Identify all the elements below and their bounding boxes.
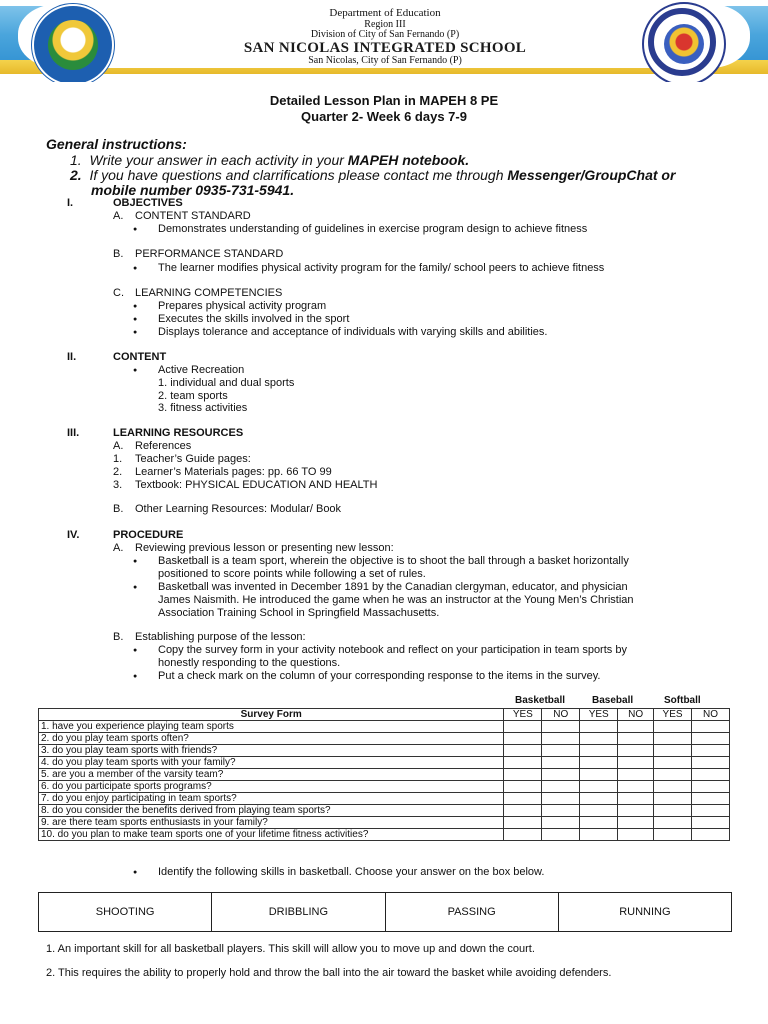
reference-item: Learner’s Materials pages: pp. 66 TO 99 xyxy=(135,466,332,478)
yes-answer-cell[interactable] xyxy=(504,829,542,841)
survey-row xyxy=(39,721,730,733)
school-name: SAN NICOLAS INTEGRATED SCHOOL xyxy=(243,39,527,56)
performance-standard-label: B. xyxy=(113,248,124,260)
no-answer-cell[interactable] xyxy=(618,769,654,781)
yes-answer-cell[interactable] xyxy=(580,817,618,829)
survey-question: 9. are there team sports enthusiasts in your family? xyxy=(39,817,504,829)
no-answer-cell[interactable] xyxy=(542,745,580,757)
general-instructions-heading: General instructions: xyxy=(46,136,187,152)
yes-answer-cell[interactable] xyxy=(504,733,542,745)
yes-answer-cell[interactable] xyxy=(654,829,692,841)
instruction-2-phone: mobile number 0935-731-5941. xyxy=(91,182,295,198)
content-item: 2. team sports xyxy=(158,390,228,402)
no-answer-cell[interactable] xyxy=(692,757,730,769)
yes-answer-cell[interactable] xyxy=(580,733,618,745)
no-answer-cell[interactable] xyxy=(542,757,580,769)
references-label: A. xyxy=(113,440,124,452)
identify-instruction-bullet: ● Identify the following skills in basketball. Choose your answer on the box below. xyxy=(158,866,544,879)
no-header: NO xyxy=(542,709,580,721)
yes-answer-cell[interactable] xyxy=(580,721,618,733)
basketball-definition-bullet: ● Basketball is a team sport, wherein the objective is to shoot the ball through a basket horizontally xyxy=(158,555,629,568)
no-answer-cell[interactable] xyxy=(618,781,654,793)
no-answer-cell[interactable] xyxy=(692,829,730,841)
survey-instruction-cont: honestly responding to the questions. xyxy=(158,657,341,669)
yes-answer-cell[interactable] xyxy=(504,793,542,805)
survey-instruction-bullet: ● Copy the survey form in your activity notebook and reflect on your participation in team sports by xyxy=(158,644,627,657)
skill-choices-box xyxy=(38,892,732,932)
yes-answer-cell[interactable] xyxy=(504,769,542,781)
yes-answer-cell[interactable] xyxy=(654,781,692,793)
basketball-history-bullet: ● Basketball was invented in December 1891 by the Canadian clergyman, educator, and physician xyxy=(158,581,628,594)
basketball-history-cont: Association Training School in Springfield Massachusetts. xyxy=(158,607,440,619)
reference-item: Textbook: PHYSICAL EDUCATION AND HEALTH xyxy=(135,479,378,491)
yes-answer-cell[interactable] xyxy=(654,757,692,769)
no-answer-cell[interactable] xyxy=(618,721,654,733)
competency-bullet: ● Prepares physical activity program xyxy=(158,300,326,313)
survey-question: 5. are you a member of the varsity team? xyxy=(39,769,504,781)
no-answer-cell[interactable] xyxy=(542,733,580,745)
content-standard-title: CONTENT STANDARD xyxy=(135,210,251,222)
no-answer-cell[interactable] xyxy=(618,745,654,757)
section-4-number: IV. xyxy=(67,529,80,541)
softball-column-header: Softball xyxy=(664,695,701,706)
instruction-1-number: 1. xyxy=(70,152,82,168)
section-1-number: I. xyxy=(67,197,74,209)
yes-answer-cell[interactable] xyxy=(654,733,692,745)
yes-answer-cell[interactable] xyxy=(504,745,542,757)
yes-answer-cell[interactable] xyxy=(654,721,692,733)
no-header: NO xyxy=(618,709,654,721)
school-address: San Nicolas, City of San Fernando (P) xyxy=(308,55,462,67)
learning-competencies-title: LEARNING COMPETENCIES xyxy=(135,287,283,299)
document-title: Detailed Lesson Plan in MAPEH 8 PE xyxy=(269,93,499,108)
division-line: Division of City of San Fernando (P) xyxy=(310,29,460,41)
survey-question: 3. do you play team sports with friends? xyxy=(39,745,504,757)
review-title: Reviewing previous lesson or presenting new lesson: xyxy=(135,542,394,554)
yes-answer-cell[interactable] xyxy=(580,745,618,757)
no-answer-cell[interactable] xyxy=(618,757,654,769)
references-title: References xyxy=(135,440,192,452)
no-answer-cell[interactable] xyxy=(692,769,730,781)
content-standard-bullet: ● Demonstrates understanding of guidelines in exercise program design to achieve fitness xyxy=(158,223,587,236)
learning-resources-heading: LEARNING RESOURCES xyxy=(113,427,244,439)
survey-row xyxy=(39,757,730,769)
no-answer-cell[interactable] xyxy=(542,781,580,793)
instruction-2-emphasis: Messenger/GroupChat or xyxy=(507,167,676,183)
purpose-label: B. xyxy=(113,631,124,643)
choice-passing: PASSING xyxy=(386,893,559,931)
no-answer-cell[interactable] xyxy=(692,805,730,817)
school-seal-logo xyxy=(32,4,114,82)
objectives-heading: OBJECTIVES xyxy=(113,197,183,209)
yes-answer-cell[interactable] xyxy=(654,817,692,829)
survey-question: 10. do you plan to make team sports one of your lifetime fitness activities? xyxy=(39,829,504,841)
yes-answer-cell[interactable] xyxy=(580,769,618,781)
performance-standard-bullet: ● The learner modifies physical activity program for the family/ school peers to achieve fitness xyxy=(158,262,604,275)
other-resources-label: B. xyxy=(113,503,124,515)
competency-bullet: ● Executes the skills involved in the sport xyxy=(158,313,349,326)
survey-question: 8. do you consider the benefits derived from playing team sports? xyxy=(39,805,504,817)
survey-row xyxy=(39,733,730,745)
survey-row xyxy=(39,805,730,817)
no-answer-cell[interactable] xyxy=(692,721,730,733)
yes-answer-cell[interactable] xyxy=(504,781,542,793)
reference-number: 2. xyxy=(113,466,123,478)
content-item: 3. fitness activities xyxy=(158,402,248,414)
document-subtitle: Quarter 2- Week 6 days 7-9 xyxy=(301,109,467,124)
no-answer-cell[interactable] xyxy=(692,745,730,757)
yes-answer-cell[interactable] xyxy=(654,805,692,817)
instruction-2 xyxy=(70,167,675,183)
content-bullet: ● Active Recreation xyxy=(158,364,244,377)
region-line: Region III xyxy=(364,18,406,30)
check-mark-instruction-bullet: ● Put a check mark on the column of your corresponding response to the items in the survey. xyxy=(158,670,600,683)
content-item: 1. individual and dual sports xyxy=(158,377,295,389)
survey-question: 2. do you play team sports often? xyxy=(39,733,504,745)
header-banner xyxy=(0,0,768,82)
instruction-1-emphasis: MAPEH notebook. xyxy=(347,152,470,168)
no-answer-cell[interactable] xyxy=(692,733,730,745)
deped-seal-logo xyxy=(642,2,726,82)
no-answer-cell[interactable] xyxy=(618,733,654,745)
reference-number: 1. xyxy=(113,453,123,465)
instruction-1-text: Write your answer in each activity in your xyxy=(89,152,348,168)
no-header: NO xyxy=(692,709,730,721)
instruction-2-text: If you have questions and clarrifications please contact me through xyxy=(89,167,508,183)
yes-answer-cell[interactable] xyxy=(580,781,618,793)
no-answer-cell[interactable] xyxy=(542,829,580,841)
competency-bullet: ● Displays tolerance and acceptance of individuals with varying skills and abilities. xyxy=(158,326,547,339)
no-answer-cell[interactable] xyxy=(542,805,580,817)
other-resources-text: Other Learning Resources: Modular/ Book xyxy=(135,503,342,515)
no-answer-cell[interactable] xyxy=(692,817,730,829)
no-answer-cell[interactable] xyxy=(692,781,730,793)
section-2-number: II. xyxy=(67,351,77,363)
yes-answer-cell[interactable] xyxy=(580,757,618,769)
instruction-2-number: 2. xyxy=(70,167,82,183)
no-answer-cell[interactable] xyxy=(692,793,730,805)
identify-question-2: 2. This requires the ability to properly hold and throw the ball into the air toward the basket while avoiding defenders. xyxy=(46,967,612,979)
no-answer-cell[interactable] xyxy=(618,817,654,829)
yes-answer-cell[interactable] xyxy=(504,805,542,817)
yes-header: YES xyxy=(580,709,618,721)
survey-header-row xyxy=(39,709,730,721)
school-letterhead xyxy=(150,8,620,67)
reference-number: 3. xyxy=(113,479,123,491)
survey-row xyxy=(39,781,730,793)
no-answer-cell[interactable] xyxy=(542,721,580,733)
yes-answer-cell[interactable] xyxy=(504,817,542,829)
yes-answer-cell[interactable] xyxy=(654,793,692,805)
survey-question: 4. do you play team sports with your family? xyxy=(39,757,504,769)
survey-row xyxy=(39,769,730,781)
performance-standard-title: PERFORMANCE STANDARD xyxy=(135,248,284,260)
department-line: Department of Education xyxy=(329,7,441,19)
basketball-history-cont: James Naismith. He introduced the game when he was an instructor at the Young Men’s Christian xyxy=(158,594,634,606)
survey-row xyxy=(39,817,730,829)
review-label: A. xyxy=(113,542,124,554)
survey-row xyxy=(39,745,730,757)
no-answer-cell[interactable] xyxy=(542,817,580,829)
procedure-heading: PROCEDURE xyxy=(113,529,184,541)
no-answer-cell[interactable] xyxy=(618,829,654,841)
choice-shooting: SHOOTING xyxy=(39,893,212,931)
choice-running: RUNNING xyxy=(619,906,671,918)
yes-header: YES xyxy=(504,709,542,721)
yes-answer-cell[interactable] xyxy=(654,745,692,757)
reference-item: Teacher’s Guide pages: xyxy=(135,453,251,465)
no-answer-cell[interactable] xyxy=(618,805,654,817)
learning-competencies-label: C. xyxy=(113,287,124,299)
survey-question: 7. do you enjoy participating in team sports? xyxy=(39,793,504,805)
survey-row xyxy=(39,793,730,805)
identify-question-1: 1. An important skill for all basketball players. This skill will allow you to move up and down the court. xyxy=(46,943,535,955)
choice-dribbling: DRIBBLING xyxy=(212,893,385,931)
yes-answer-cell[interactable] xyxy=(580,805,618,817)
content-standard-label: A. xyxy=(113,210,124,222)
baseball-column-header: Baseball xyxy=(592,695,634,706)
survey-question: 6. do you participate sports programs? xyxy=(39,781,504,793)
survey-question: 1. have you experience playing team sports xyxy=(39,721,504,733)
yes-answer-cell[interactable] xyxy=(580,829,618,841)
yes-answer-cell[interactable] xyxy=(504,721,542,733)
survey-table xyxy=(38,708,730,841)
content-heading: CONTENT xyxy=(113,351,167,363)
section-3-number: III. xyxy=(67,427,80,439)
yes-answer-cell[interactable] xyxy=(580,793,618,805)
instruction-1 xyxy=(70,152,469,168)
yes-answer-cell[interactable] xyxy=(654,769,692,781)
yes-header: YES xyxy=(654,709,692,721)
purpose-title: Establishing purpose of the lesson: xyxy=(135,631,306,643)
no-answer-cell[interactable] xyxy=(542,793,580,805)
no-answer-cell[interactable] xyxy=(542,769,580,781)
basketball-column-header: Basketball xyxy=(515,695,566,706)
survey-form-title: Survey Form xyxy=(39,709,504,721)
yes-answer-cell[interactable] xyxy=(504,757,542,769)
basketball-definition-cont: positioned to score points while following a set of rules. xyxy=(158,568,426,580)
survey-row xyxy=(39,829,730,841)
no-answer-cell[interactable] xyxy=(618,793,654,805)
